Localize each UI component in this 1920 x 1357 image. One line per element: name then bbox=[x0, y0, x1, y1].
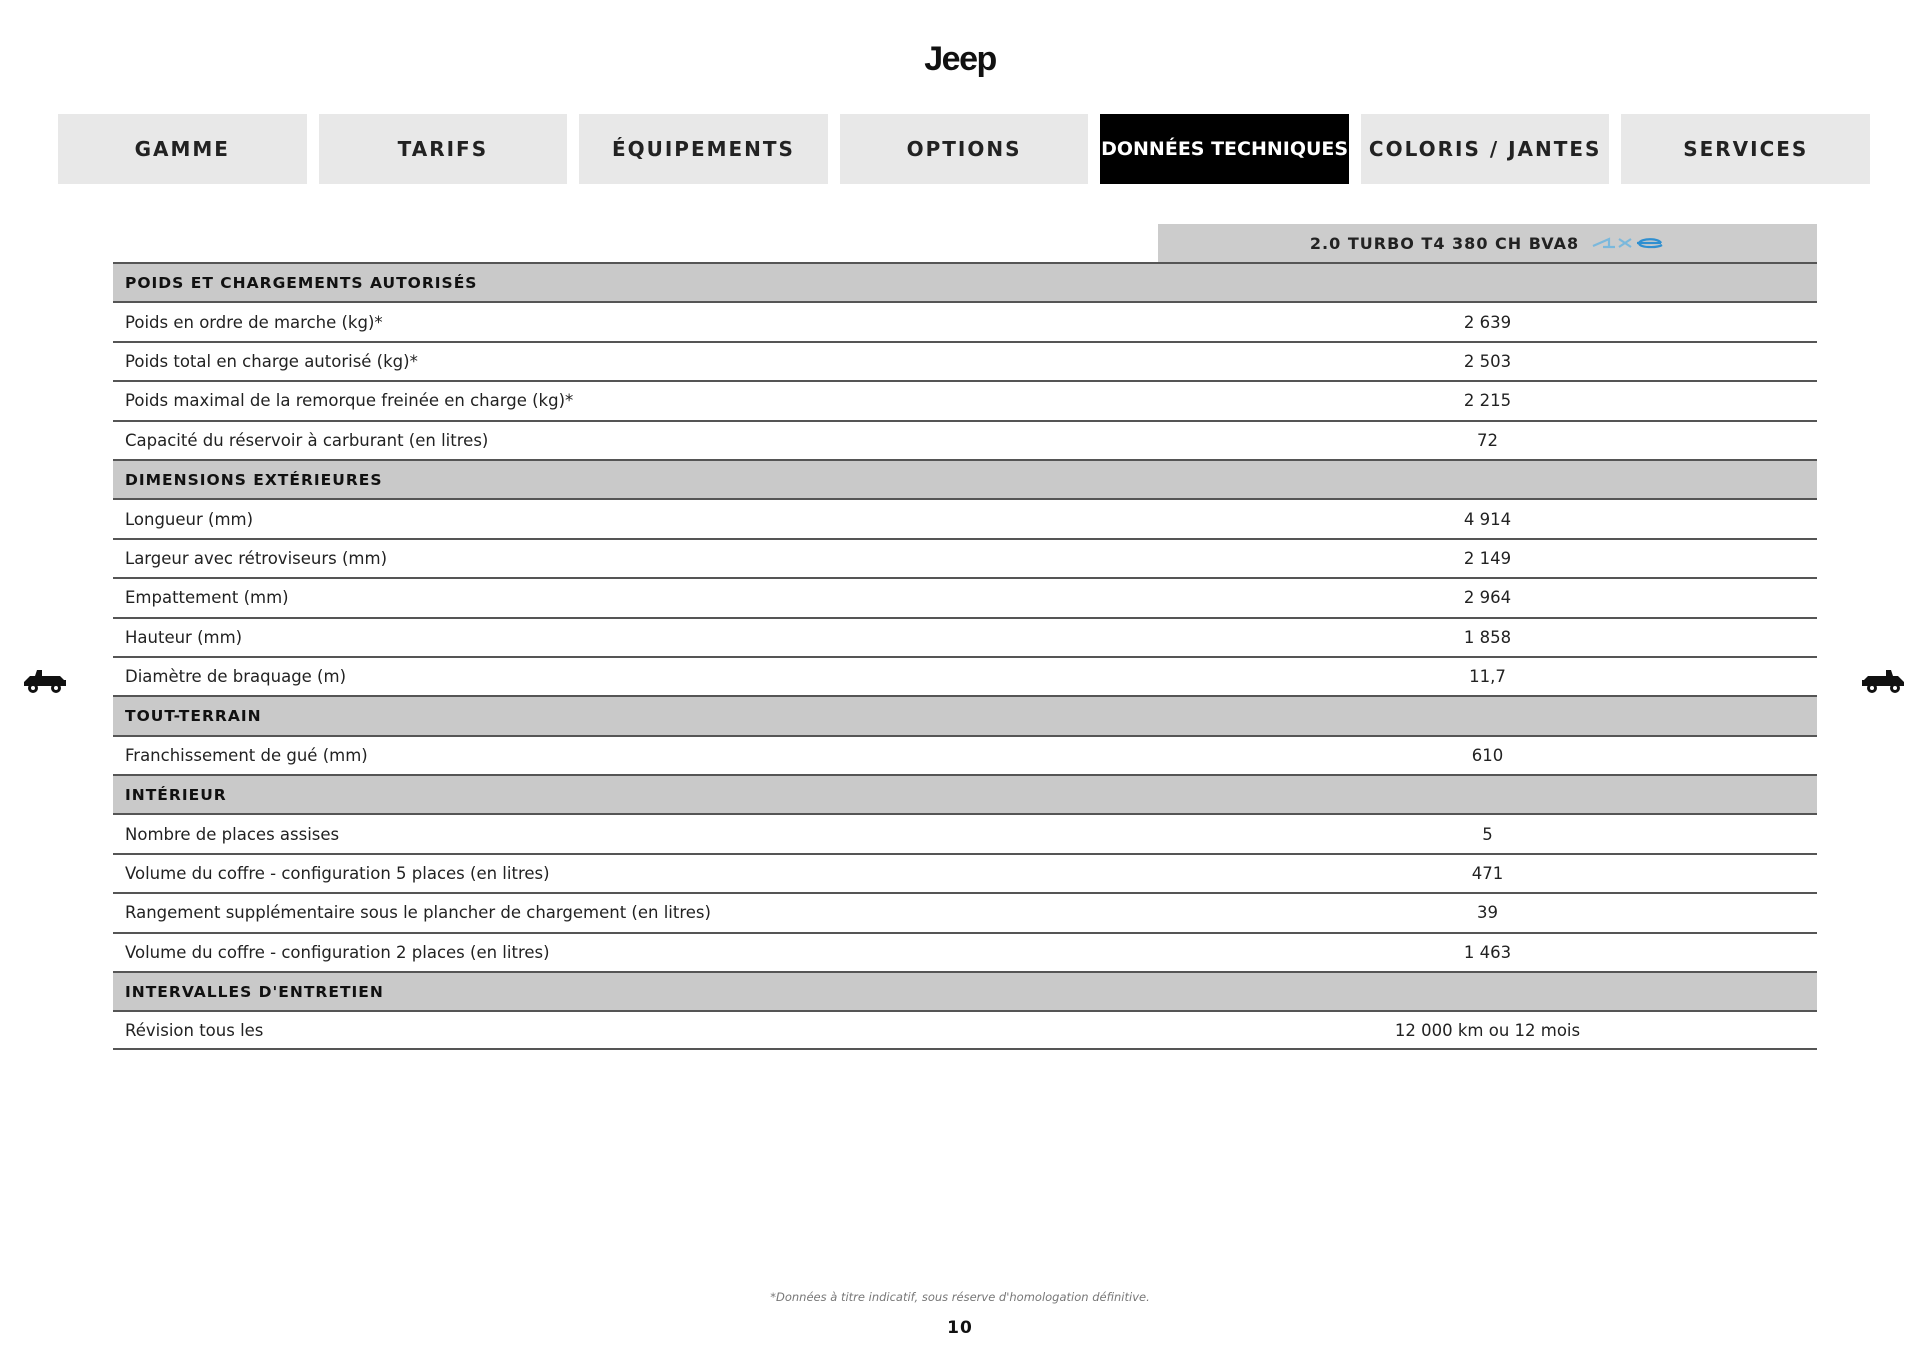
section-header-interieur bbox=[113, 774, 1817, 813]
row-label: Longueur (mm) bbox=[125, 509, 254, 529]
tab-donnees-techniques[interactable]: DONNÉES TECHNIQUES bbox=[1100, 114, 1349, 184]
row-label: Révision tous les bbox=[125, 1020, 264, 1040]
table-row bbox=[113, 735, 1817, 774]
spec-table bbox=[113, 224, 1817, 1050]
row-value: 2 149 bbox=[1463, 548, 1512, 568]
tab-options[interactable]: OPTIONS bbox=[840, 114, 1089, 184]
section-header-dimensions bbox=[113, 459, 1817, 498]
table-row bbox=[113, 656, 1817, 695]
table-row bbox=[113, 577, 1817, 616]
row-label: Largeur avec rétroviseurs (mm) bbox=[125, 548, 388, 568]
section-header-tout-terrain bbox=[113, 695, 1817, 734]
page-number: 10 bbox=[947, 1318, 973, 1338]
next-page-jeep-icon[interactable] bbox=[1860, 668, 1906, 694]
row-label: Hauteur (mm) bbox=[125, 627, 243, 647]
jeep-logo[interactable]: Jeep bbox=[924, 40, 996, 78]
table-row bbox=[113, 498, 1817, 537]
row-value: 11,7 bbox=[1469, 667, 1506, 687]
row-value: 2 964 bbox=[1463, 588, 1512, 608]
row-value: 5 bbox=[1482, 824, 1493, 844]
section-title: POIDS ET CHARGEMENTS AUTORISÉS bbox=[125, 273, 478, 292]
row-label: Volume du coffre - configuration 2 places (en litres) bbox=[125, 942, 550, 962]
row-label: Nombre de places assises bbox=[125, 824, 340, 844]
tab-gamme[interactable]: GAMME bbox=[58, 114, 307, 184]
row-label: Franchissement de gué (mm) bbox=[125, 745, 368, 765]
row-label: Poids total en charge autorisé (kg)* bbox=[125, 351, 418, 371]
row-label: Capacité du réservoir à carburant (en litres) bbox=[125, 430, 489, 450]
table-row bbox=[113, 932, 1817, 971]
row-value: 2 639 bbox=[1463, 312, 1512, 332]
tab-equipements[interactable]: ÉQUIPEMENTS bbox=[579, 114, 828, 184]
row-value: 72 bbox=[1477, 430, 1498, 450]
section-title: TOUT-TERRAIN bbox=[125, 706, 262, 725]
row-value: 610 bbox=[1471, 745, 1504, 765]
row-label: Poids maximal de la remorque freinée en charge (kg)* bbox=[125, 391, 574, 411]
row-value: 12 000 km ou 12 mois bbox=[1394, 1020, 1581, 1040]
section-title: DIMENSIONS EXTÉRIEURES bbox=[125, 470, 383, 489]
section-header-entretien bbox=[113, 971, 1817, 1010]
row-value: 1 463 bbox=[1463, 942, 1512, 962]
table-row bbox=[113, 813, 1817, 852]
table-row bbox=[113, 1010, 1817, 1049]
row-label: Rangement supplémentaire sous le plancher de chargement (en litres) bbox=[125, 903, 711, 923]
row-label: Volume du coffre - configuration 5 places (en litres) bbox=[125, 864, 550, 884]
row-value: 2 215 bbox=[1463, 391, 1512, 411]
model-name: 2.0 TURBO T4 380 CH BVA8 bbox=[1309, 233, 1580, 253]
prev-page-jeep-icon[interactable] bbox=[22, 668, 68, 694]
table-row bbox=[113, 617, 1817, 656]
table-row bbox=[113, 380, 1817, 419]
table-row bbox=[113, 301, 1817, 340]
table-row bbox=[113, 853, 1817, 892]
row-value: 39 bbox=[1477, 903, 1498, 923]
table-row bbox=[113, 341, 1817, 380]
section-header-poids bbox=[113, 262, 1817, 301]
row-label: Empattement (mm) bbox=[125, 588, 289, 608]
4xe-badge-icon bbox=[1591, 236, 1665, 250]
model-column-header bbox=[1158, 224, 1817, 262]
table-row bbox=[113, 892, 1817, 931]
row-value: 1 858 bbox=[1463, 627, 1512, 647]
tab-coloris-jantes[interactable]: COLORIS / JANTES bbox=[1361, 114, 1610, 184]
main-nav bbox=[58, 114, 1870, 184]
table-row bbox=[113, 420, 1817, 459]
row-value: 4 914 bbox=[1463, 509, 1512, 529]
row-value: 471 bbox=[1471, 864, 1504, 884]
row-label: Diamètre de braquage (m) bbox=[125, 667, 347, 687]
tab-tarifs[interactable]: TARIFS bbox=[319, 114, 568, 184]
section-title: INTERVALLES D'ENTRETIEN bbox=[125, 982, 384, 1001]
section-title: INTÉRIEUR bbox=[125, 785, 227, 804]
row-label: Poids en ordre de marche (kg)* bbox=[125, 312, 383, 332]
table-row bbox=[113, 538, 1817, 577]
footnote: *Données à titre indicatif, sous réserve d'homologation définitive. bbox=[770, 1290, 1150, 1304]
row-value: 2 503 bbox=[1463, 351, 1512, 371]
tab-services[interactable]: SERVICES bbox=[1621, 114, 1870, 184]
